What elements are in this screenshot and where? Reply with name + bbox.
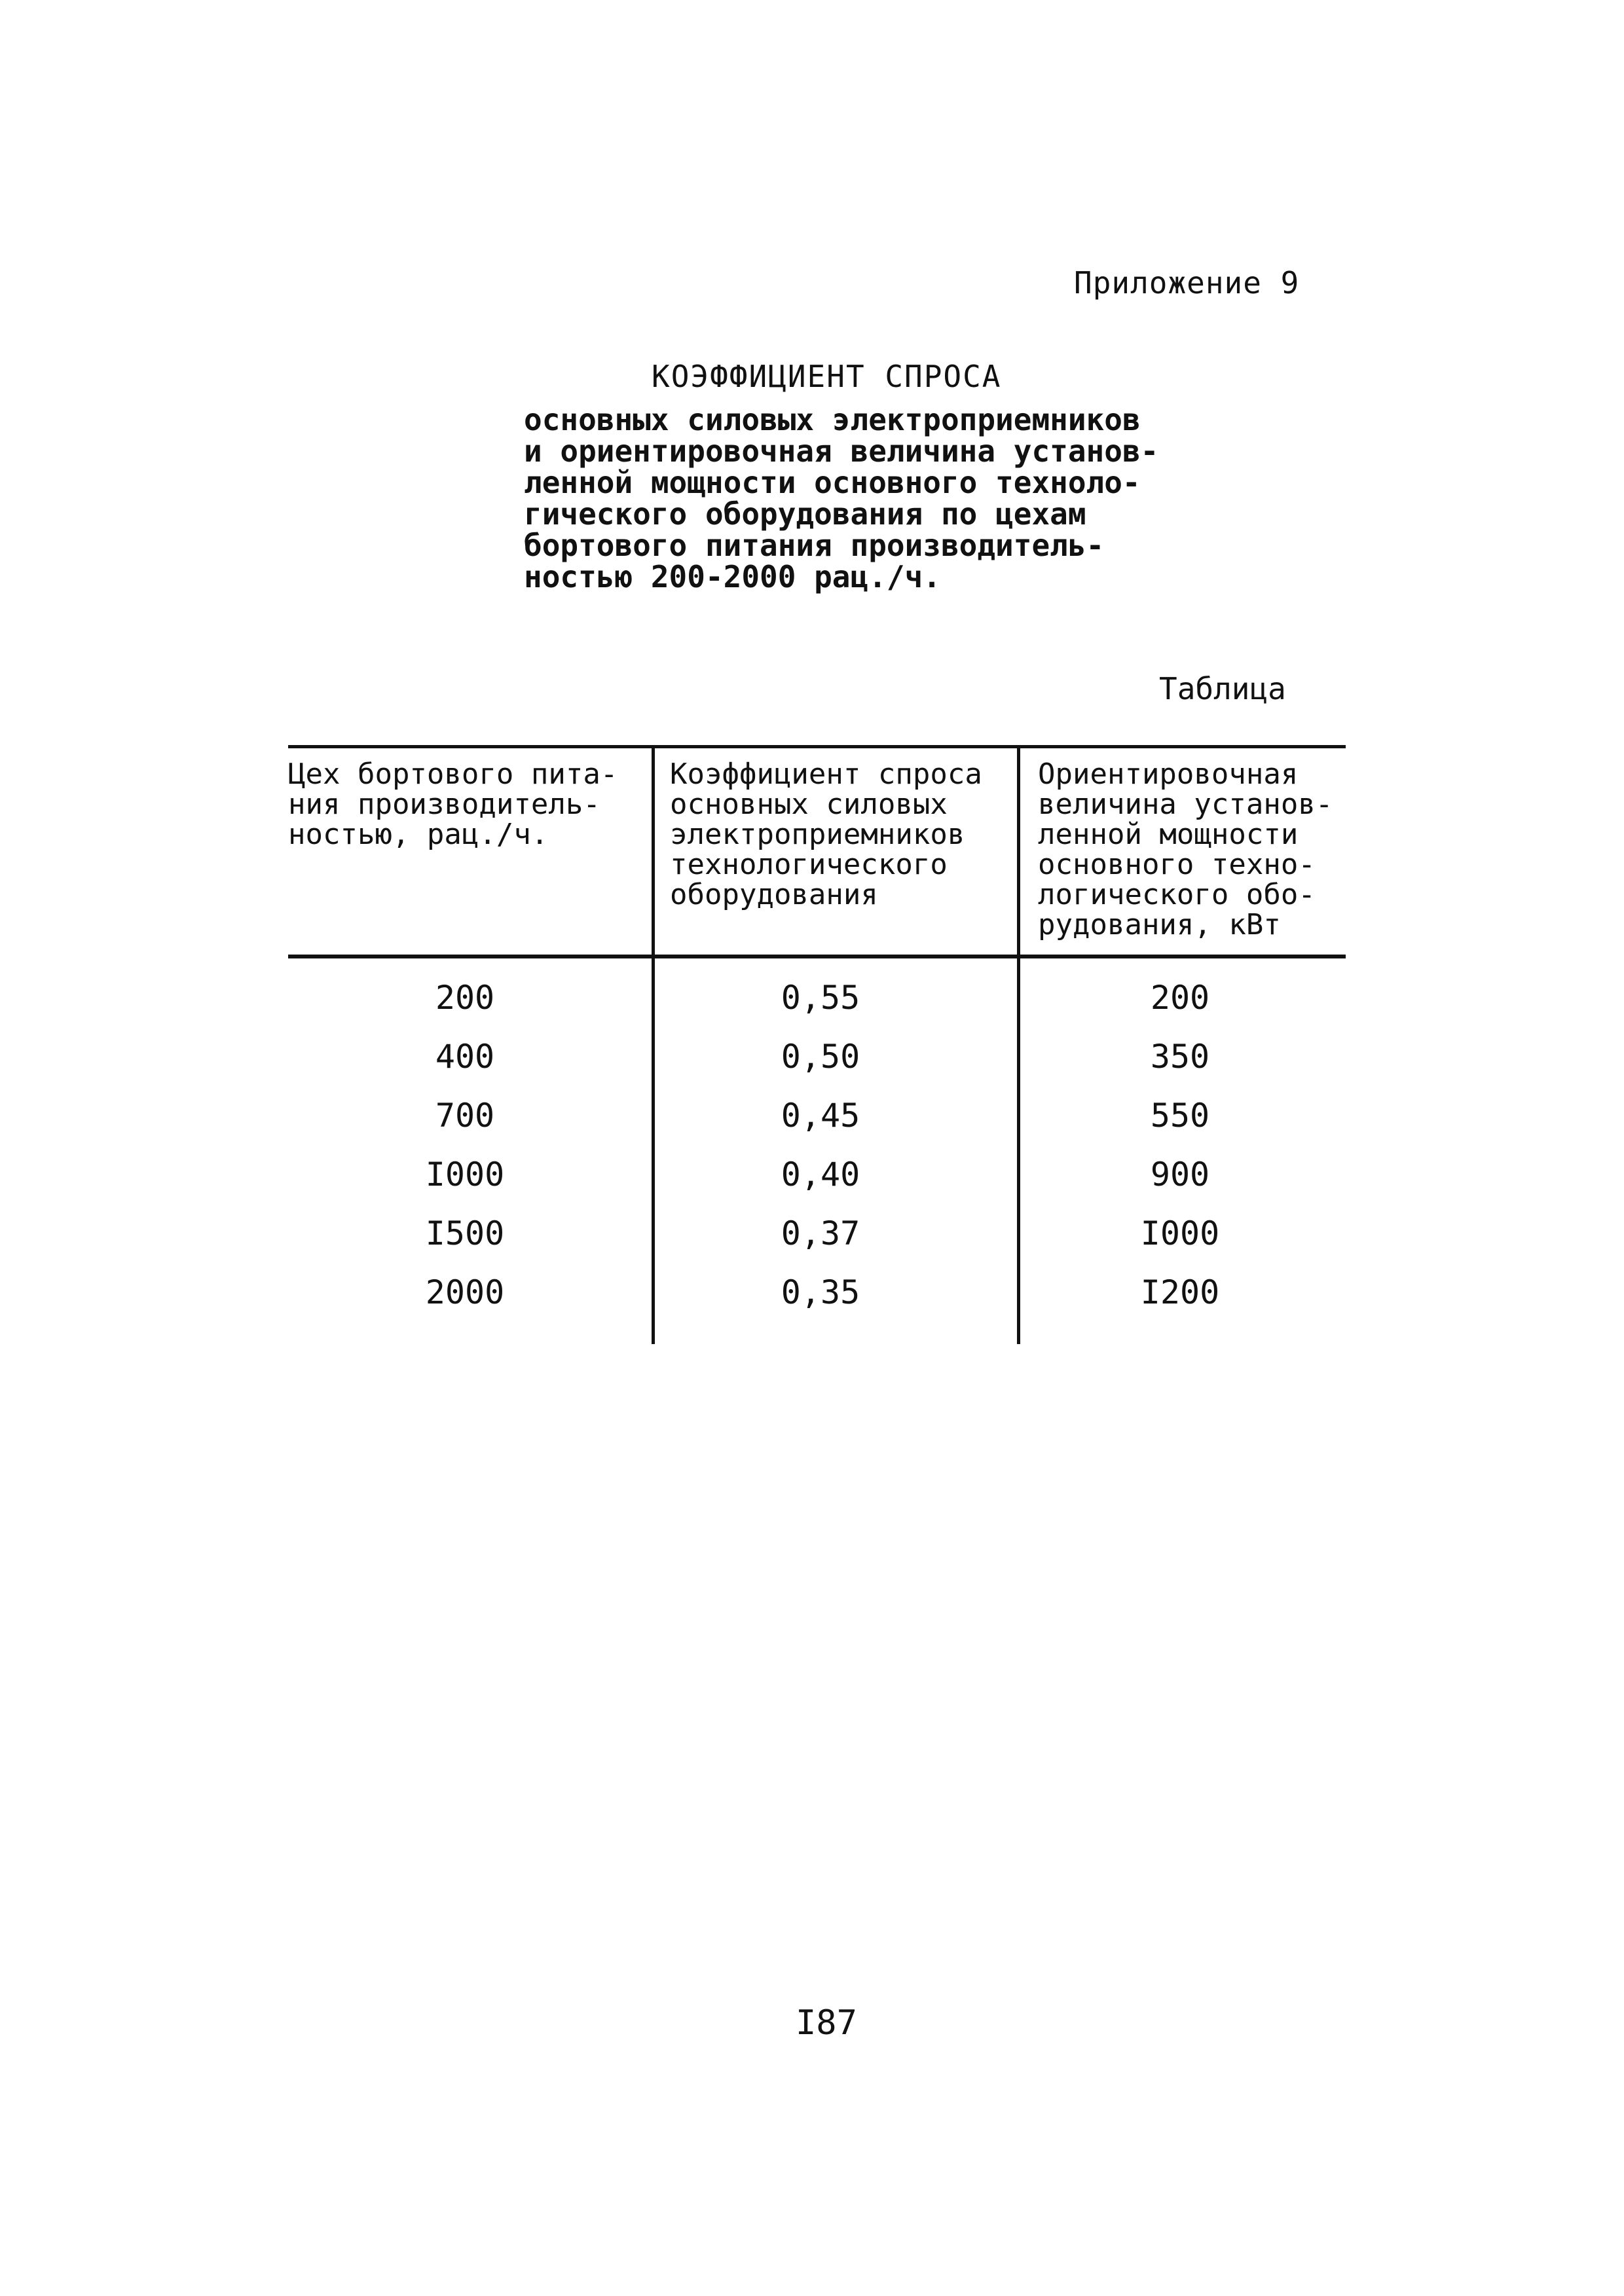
header-line: Цех бортового пита-: [288, 757, 618, 791]
table-row: [288, 1097, 1346, 1156]
table-header-rule: [288, 955, 1346, 958]
page-number: I87: [796, 2003, 857, 2043]
header-line: ленной мощности: [1038, 818, 1299, 851]
subtitle-line: ленной мощности основного техноло-: [524, 465, 1141, 500]
table-row: [288, 1273, 1346, 1332]
capacity-cell: I000: [425, 1156, 505, 1194]
table-row: [288, 1038, 1346, 1097]
coefficient-cell: 0,45: [781, 1097, 860, 1135]
power-cell: I200: [1140, 1273, 1220, 1311]
header-line: основного техно-: [1038, 848, 1316, 881]
header-line: рудования, кВт: [1038, 908, 1281, 941]
table-body: [288, 979, 1346, 1332]
power-cell: 200: [1150, 979, 1210, 1017]
header-line: величина установ-: [1038, 788, 1333, 821]
table-row: [288, 1214, 1346, 1273]
capacity-cell: I500: [425, 1214, 505, 1252]
power-cell: I000: [1140, 1214, 1220, 1252]
power-cell: 550: [1150, 1097, 1210, 1135]
header-line: основных силовых: [670, 788, 948, 821]
coefficient-cell: 0,40: [781, 1156, 860, 1194]
subtitle-line: гического оборудования по цехам: [524, 496, 1086, 532]
table-label: Таблица: [1159, 671, 1286, 706]
capacity-cell: 200: [435, 979, 495, 1017]
power-cell: 350: [1150, 1038, 1210, 1076]
coefficient-cell: 0,55: [781, 979, 860, 1017]
document-title: КОЭФФИЦИЕНТ СПРОСА: [652, 359, 1002, 394]
table-header-capacity: [288, 759, 618, 850]
table-row: [288, 979, 1346, 1038]
header-line: Ориентировочная: [1038, 757, 1299, 791]
subtitle-line: бортового питания производитель-: [524, 528, 1105, 563]
coefficient-cell: 0,35: [781, 1273, 860, 1311]
header-line: технологического: [670, 848, 948, 881]
capacity-cell: 700: [435, 1097, 495, 1135]
table-header-demand-coefficient: [670, 759, 982, 910]
subtitle-line: и ориентировочная величина установ-: [524, 433, 1159, 469]
capacity-cell: 2000: [425, 1273, 505, 1311]
header-line: Коэффициент спроса: [670, 757, 982, 791]
subtitle-line: основных силовых электроприемников: [524, 402, 1141, 437]
power-cell: 900: [1150, 1156, 1210, 1194]
header-line: ния производитель-: [288, 788, 600, 821]
coefficient-cell: 0,37: [781, 1214, 860, 1252]
table-top-rule: [288, 745, 1346, 748]
subtitle-line: ностью 200-2000 рац./ч.: [524, 559, 941, 594]
header-line: ностью, рац./ч.: [288, 818, 549, 851]
appendix-label: Приложение 9: [1074, 265, 1300, 301]
coefficient-cell: 0,50: [781, 1038, 860, 1076]
capacity-cell: 400: [435, 1038, 495, 1076]
header-line: оборудования: [670, 878, 878, 911]
header-line: электроприемников: [670, 818, 965, 851]
table-header-installed-power: [1038, 759, 1333, 940]
table-row: [288, 1156, 1346, 1214]
document-subtitle: [524, 404, 1211, 592]
header-line: логического обо-: [1038, 878, 1316, 911]
